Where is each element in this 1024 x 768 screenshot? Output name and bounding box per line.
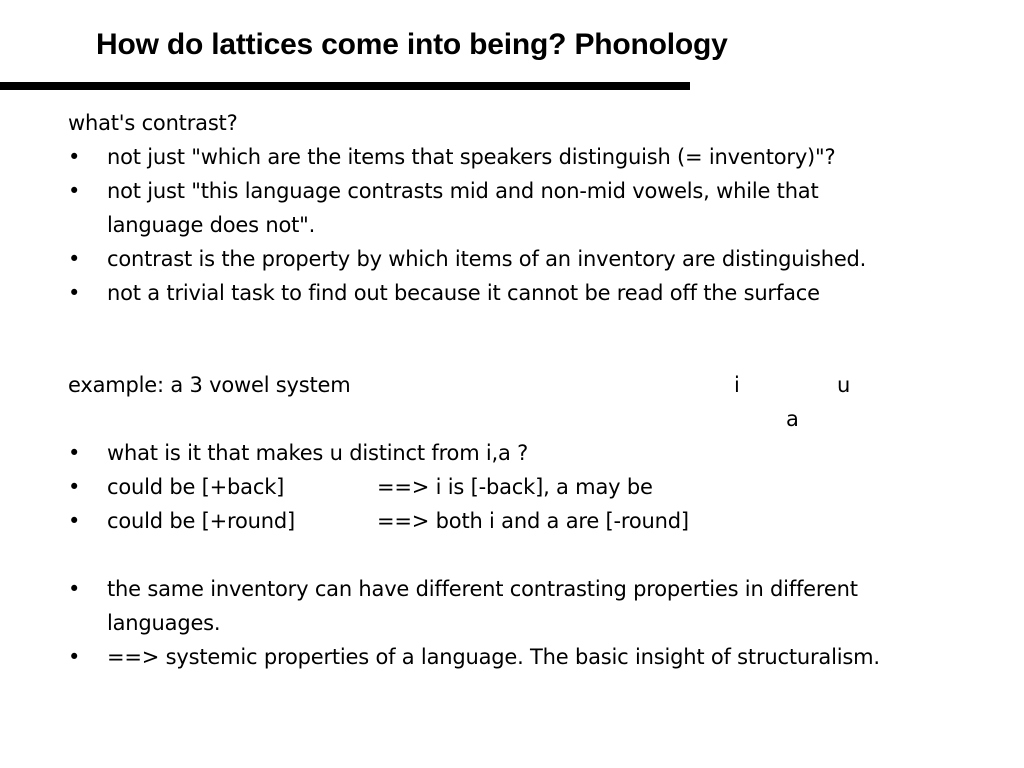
list-item-continuation (68, 606, 988, 640)
list-item (68, 140, 988, 174)
example-heading-text: example: a 3 vowel system (68, 373, 351, 397)
spacer (68, 310, 988, 368)
list-item-text: not a trivial task to find out because it cannot be read off the surface (107, 281, 820, 305)
list-item-consequence: ==> i is [-back], a may be (377, 475, 653, 499)
list-item (68, 174, 988, 208)
contrast-heading (68, 106, 988, 140)
list-item (68, 436, 988, 470)
vowel-i: i (734, 373, 740, 397)
bullet-marker: • (68, 281, 81, 305)
list-item-text: contrast is the property by which items of an inventory are distinguished. (107, 247, 867, 271)
list-item-text: language does not". (107, 213, 316, 237)
list-item-text: what is it that makes u distinct from i,a ? (107, 441, 529, 465)
list-item (68, 572, 988, 606)
bullet-marker: • (68, 645, 81, 669)
bullet-marker: • (68, 247, 81, 271)
list-item (68, 470, 988, 504)
example-heading (68, 368, 988, 402)
slide-body (68, 106, 988, 674)
bullet-marker: • (68, 475, 81, 499)
bullet-marker: • (68, 441, 81, 465)
vowel-row-bottom (68, 402, 988, 436)
spacer (68, 538, 988, 572)
list-item (68, 242, 988, 276)
list-item-text: languages. (107, 611, 221, 635)
list-item-text: could be [+round] (107, 509, 296, 533)
list-item-text: not just "this language contrasts mid and non-mid vowels, while that (107, 179, 819, 203)
list-item-consequence: ==> both i and a are [-round] (377, 509, 689, 533)
contrast-heading-text: what's contrast? (68, 111, 238, 135)
vowel-a: a (786, 407, 799, 431)
bullet-marker: • (68, 145, 81, 169)
vowel-u: u (837, 373, 851, 397)
list-item (68, 640, 988, 674)
list-item (68, 504, 988, 538)
list-item-text: ==> systemic properties of a language. The basic insight of structuralism. (107, 645, 880, 669)
list-item-text: the same inventory can have different contrasting properties in different (107, 577, 858, 601)
bullet-marker: • (68, 179, 81, 203)
list-item-text: could be [+back] (107, 475, 285, 499)
list-item-continuation (68, 208, 988, 242)
bullet-marker: • (68, 509, 81, 533)
bullet-marker: • (68, 577, 81, 601)
list-item (68, 276, 988, 310)
title-underline (0, 82, 690, 90)
slide-title: How do lattices come into being? Phonology (96, 28, 728, 61)
list-item-text: not just "which are the items that speakers distinguish (= inventory)"? (107, 145, 836, 169)
